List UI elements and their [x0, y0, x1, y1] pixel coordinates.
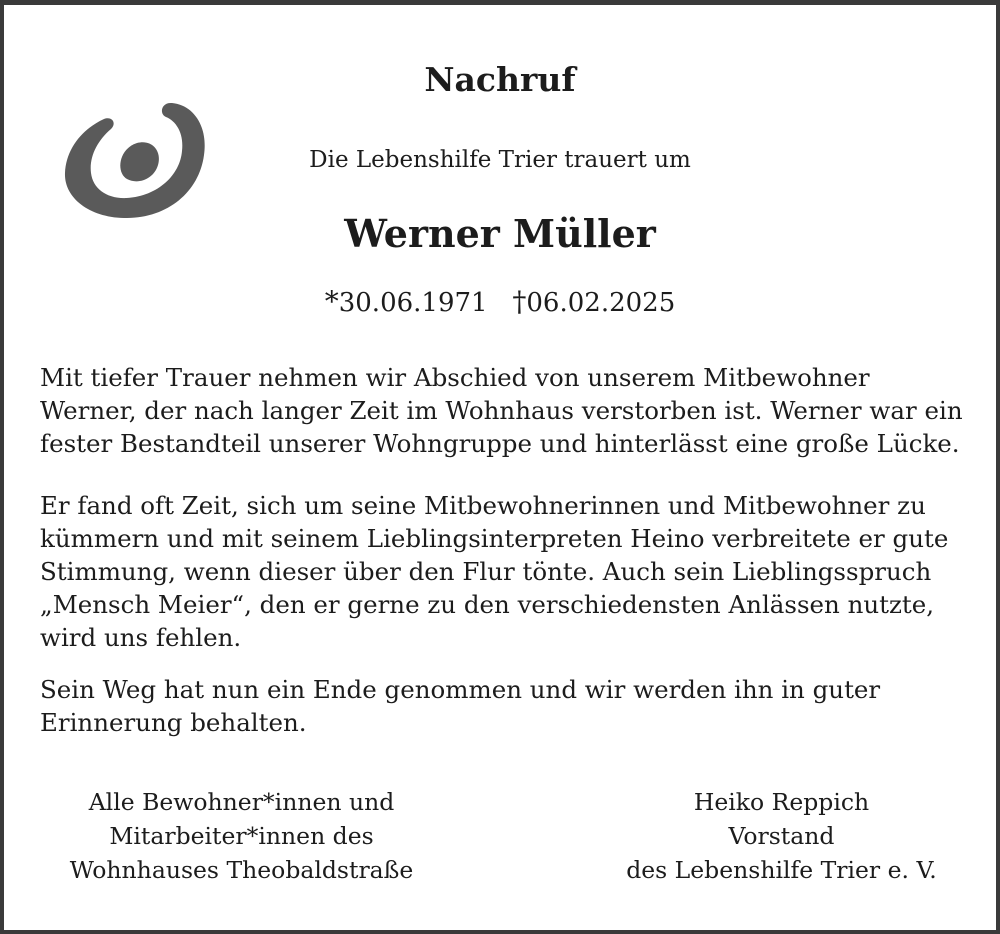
signature-line: Alle Bewohner*innen und — [88, 788, 395, 816]
paragraph-line: Mit tiefer Trauer nehmen wir Abschied von unserem Mitbewohner — [40, 363, 870, 392]
paragraph-line: wird uns fehlen. — [40, 623, 242, 652]
notice-heading: Nachruf — [424, 60, 576, 99]
paragraph-line: kümmern und mit seinem Lieblingsinterpreten Heino verbreitete er gute — [40, 524, 949, 553]
paragraph-line: fester Bestandteil unserer Wohngruppe und hinterlässt eine große Lücke. — [40, 429, 960, 458]
paragraph-line: Stimmung, wenn dieser über den Flur tönte. Auch sein Lieblingsspruch — [40, 557, 932, 586]
intro-line: Die Lebenshilfe Trier trauert um — [309, 147, 691, 173]
signature-line: Wohnhauses Theobaldstraße — [69, 856, 414, 884]
paragraph-line: „Mensch Meier“, den er gerne zu den verschiedensten Anlässen nutzte, — [40, 590, 935, 619]
obituary-notice — [4, 5, 996, 930]
signature-residents-staff — [44, 785, 439, 887]
paragraph-line: Sein Weg hat nun ein Ende genommen und wir werden ihn in guter — [40, 675, 881, 704]
paragraph-farewell — [40, 361, 980, 460]
death-date: 06.02.2025 — [526, 288, 676, 318]
signature-board — [584, 785, 979, 887]
signature-line: des Lebenshilfe Trier e. V. — [626, 856, 937, 884]
signature-line: Mitarbeiter*innen des — [109, 822, 374, 850]
birth-date: 30.06.1971 — [338, 288, 488, 318]
paragraph-closing — [40, 673, 980, 739]
signature-line: Heiko Reppich — [693, 788, 870, 816]
paragraph-line: Erinnerung behalten. — [40, 708, 307, 737]
death-cross-symbol: † — [512, 285, 527, 318]
life-dates — [4, 285, 996, 318]
birth-symbol: * — [324, 285, 339, 318]
paragraph-memories — [40, 489, 980, 654]
paragraph-line: Er fand oft Zeit, sich um seine Mitbewohnerinnen und Mitbewohner zu — [40, 491, 926, 520]
paragraph-line: Werner, der nach langer Zeit im Wohnhaus verstorben ist. Werner war ein — [40, 396, 963, 425]
deceased-name: Werner Müller — [344, 211, 656, 256]
signature-line: Vorstand — [728, 822, 835, 850]
